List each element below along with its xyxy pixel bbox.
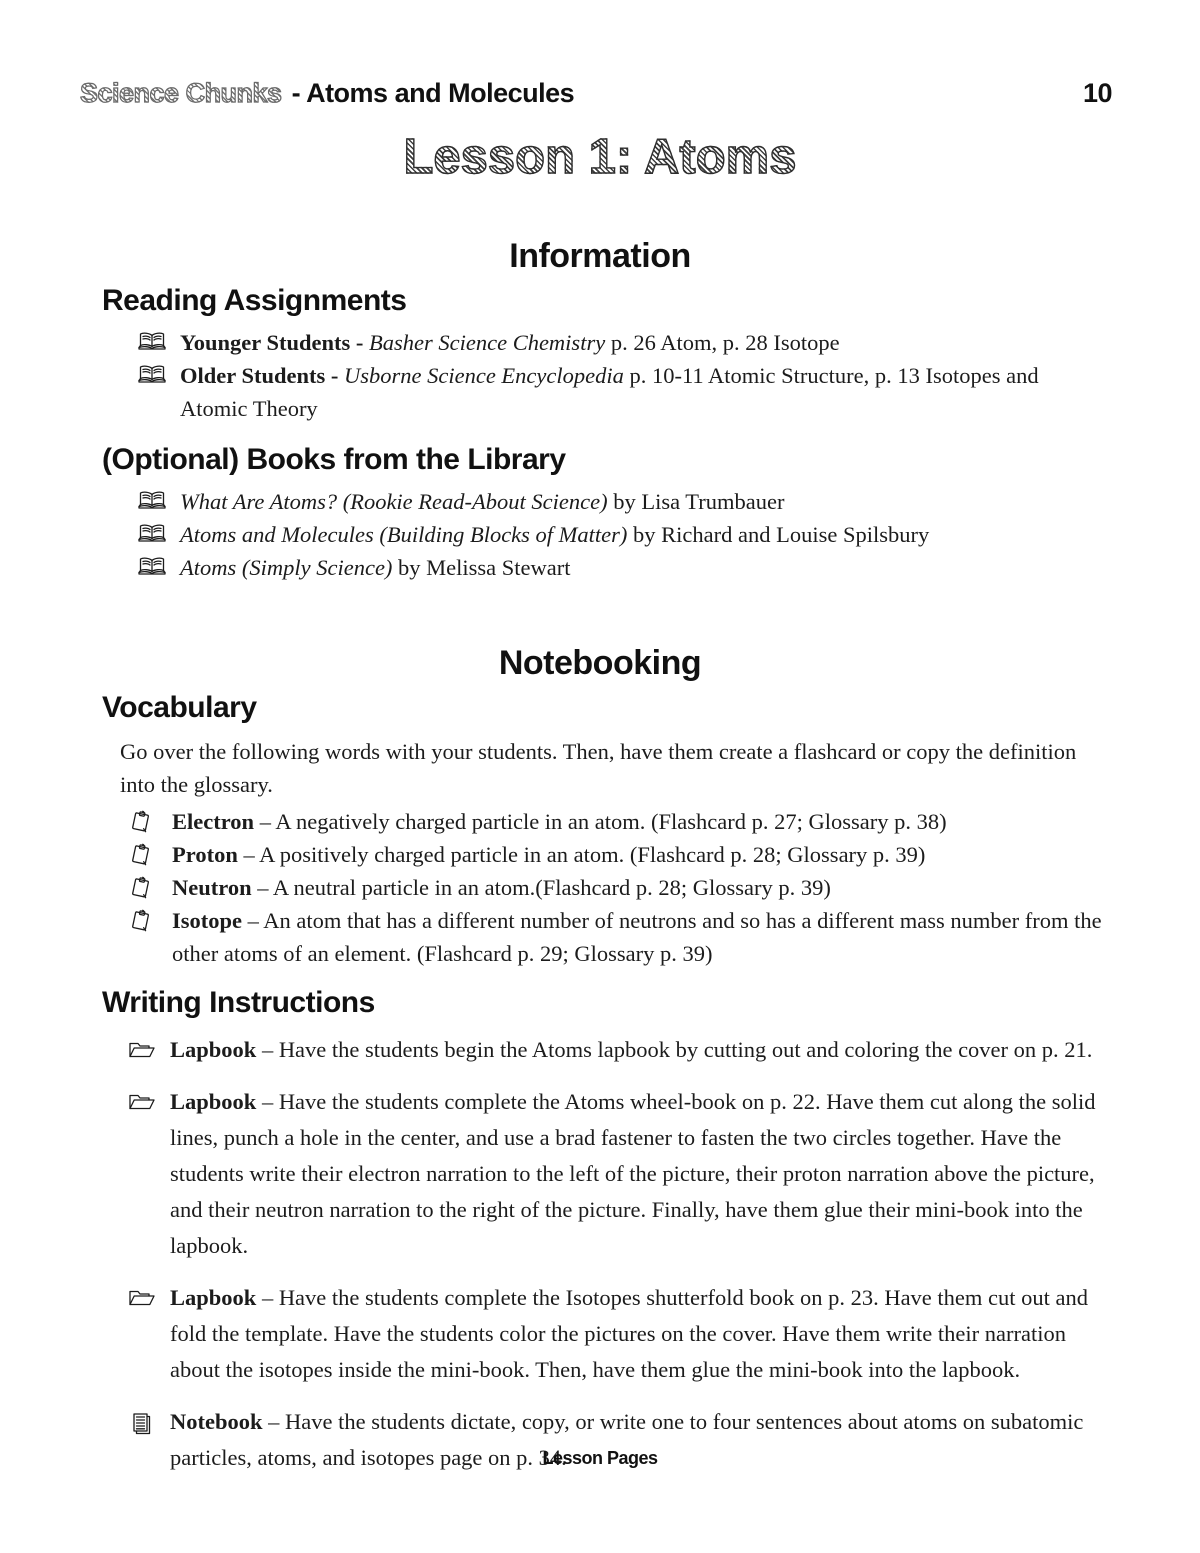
open-folder-icon xyxy=(128,1280,170,1307)
list-item xyxy=(130,838,1108,871)
information-heading: Information xyxy=(509,237,691,275)
library-books-list xyxy=(138,485,1108,584)
writing-item-body: – Have the students begin the Atoms lapbook by cutting out and coloring the cover on p. 21. xyxy=(256,1037,1093,1062)
vocab-item-text xyxy=(172,871,1108,904)
writing-item-body: – Have the students complete the Isotopes shutterfold book on p. 23. Have them cut out and fold the template. Have the students color the pictures on the cover. Have them write their narration about the isotopes inside the mini-book. Then, have them glue the mini-book into the lapbook. xyxy=(170,1285,1089,1382)
list-item xyxy=(128,1084,1108,1264)
list-item xyxy=(138,551,1108,584)
reading-item-label: Older Students - xyxy=(180,363,344,388)
library-item-book-title: What Are Atoms? (Rookie Read-About Science) xyxy=(180,489,608,514)
reading-assignments-list xyxy=(138,326,1108,425)
list-item xyxy=(128,1032,1108,1068)
writing-item-text xyxy=(170,1280,1108,1388)
vocab-definition: – An atom that has a different number of neutrons and so has a different mass number from the other atoms of an element. (Flashcard p. 29; Glossary p. 39) xyxy=(172,908,1102,966)
open-book-icon xyxy=(138,551,180,575)
vocab-term: Neutron xyxy=(172,875,252,900)
open-folder-icon xyxy=(128,1032,170,1059)
library-books-heading: (Optional) Books from the Library xyxy=(102,443,566,476)
writing-item-label: Lapbook xyxy=(170,1285,257,1310)
list-item xyxy=(128,1280,1108,1388)
notebooking-heading: Notebooking xyxy=(498,644,702,682)
list-item xyxy=(130,904,1108,970)
open-book-icon xyxy=(138,485,180,509)
writing-instructions-list xyxy=(128,1032,1108,1476)
vocab-term: Isotope xyxy=(172,908,243,933)
vocab-definition: – A neutral particle in an atom.(Flashcard p. 28; Glossary p. 39) xyxy=(251,875,831,900)
library-item-author: by Lisa Trumbauer xyxy=(607,489,785,514)
header-book-title: - Atoms and Molecules xyxy=(291,78,575,108)
library-item-book-title: Atoms (Simply Science) xyxy=(180,555,393,580)
writing-item-label: Lapbook xyxy=(170,1037,257,1062)
list-item xyxy=(138,518,1108,551)
reading-item-book-title: Usborne Science Encyclopedia xyxy=(343,363,624,388)
list-item xyxy=(138,326,1108,359)
writing-item-body: – Have the students complete the Atoms wheel-book on p. 22. Have them cut along the solid lines, punch a hole in the center, and use a brad fastener to fasten the two circles together. Have the students write their electron narration to the left of the picture, their proton narration above the picture, and their neutron narration to the right of the picture. Finally, have them glue their mini-book into the lapbook. xyxy=(170,1089,1096,1258)
brand-name: Science Chunks xyxy=(80,78,282,108)
reading-item-book-title: Basher Science Chemistry xyxy=(369,330,606,355)
reading-item-pages: p. 26 Atom, p. 28 Isotope xyxy=(605,330,840,355)
vocabulary-intro: Go over the following words with your students. Then, have them create a flashcard or copy the definition into the glossary. xyxy=(120,739,1077,797)
vocab-term: Electron xyxy=(172,809,255,834)
list-item xyxy=(138,359,1108,425)
vocab-item-text xyxy=(172,805,1108,838)
list-item xyxy=(130,871,1108,904)
library-item-author: by Melissa Stewart xyxy=(392,555,571,580)
page-header xyxy=(0,0,1200,109)
writing-item-label: Notebook xyxy=(170,1409,263,1434)
vocab-item-text xyxy=(172,838,1108,871)
reading-item-text xyxy=(180,359,1108,425)
page-number: 10 xyxy=(1082,78,1112,108)
vocab-term: Proton xyxy=(172,842,238,867)
notebook-pages-icon xyxy=(128,1404,170,1436)
footer-label: Lesson Pages xyxy=(542,1448,658,1468)
open-book-icon xyxy=(138,326,180,350)
vocabulary-list xyxy=(130,805,1108,970)
writing-item-text xyxy=(170,1084,1108,1264)
library-item-text xyxy=(180,518,1108,551)
writing-item-label: Lapbook xyxy=(170,1089,257,1114)
header-title-group xyxy=(80,78,574,109)
library-item-text xyxy=(180,485,1108,518)
vocab-definition: – A positively charged particle in an atom. (Flashcard p. 28; Glossary p. 39) xyxy=(237,842,926,867)
open-book-icon xyxy=(138,359,180,383)
writing-item-body: – Have the students dictate, copy, or write one to four sentences about atoms on subatomic particles, atoms, and isotopes page on p. 34. xyxy=(170,1409,1084,1470)
reading-item-pages: p. 10-11 Atomic Structure, p. 13 Isotopes and Atomic Theory xyxy=(180,363,1039,421)
reading-item-text xyxy=(180,326,1108,359)
writing-item-text xyxy=(170,1032,1108,1068)
list-item xyxy=(130,805,1108,838)
reading-item-label: Younger Students - xyxy=(180,330,369,355)
open-folder-icon xyxy=(128,1084,170,1111)
writing-instructions-heading: Writing Instructions xyxy=(102,986,375,1019)
clipboard-icon xyxy=(130,838,172,867)
vocab-definition: – A negatively charged particle in an atom. (Flashcard p. 27; Glossary p. 38) xyxy=(254,809,947,834)
clipboard-icon xyxy=(130,805,172,834)
reading-assignments-heading: Reading Assignments xyxy=(102,284,407,317)
library-item-text xyxy=(180,551,1108,584)
list-item xyxy=(138,485,1108,518)
lesson-title: Lesson 1: Atoms xyxy=(0,129,1200,185)
library-item-author: by Richard and Louise Spilsbury xyxy=(627,522,930,547)
clipboard-icon xyxy=(130,904,172,933)
vocab-item-text xyxy=(172,904,1108,970)
vocabulary-heading: Vocabulary xyxy=(102,691,257,724)
library-item-book-title: Atoms and Molecules (Building Blocks of Matter) xyxy=(180,522,628,547)
clipboard-icon xyxy=(130,871,172,900)
open-book-icon xyxy=(138,518,180,542)
